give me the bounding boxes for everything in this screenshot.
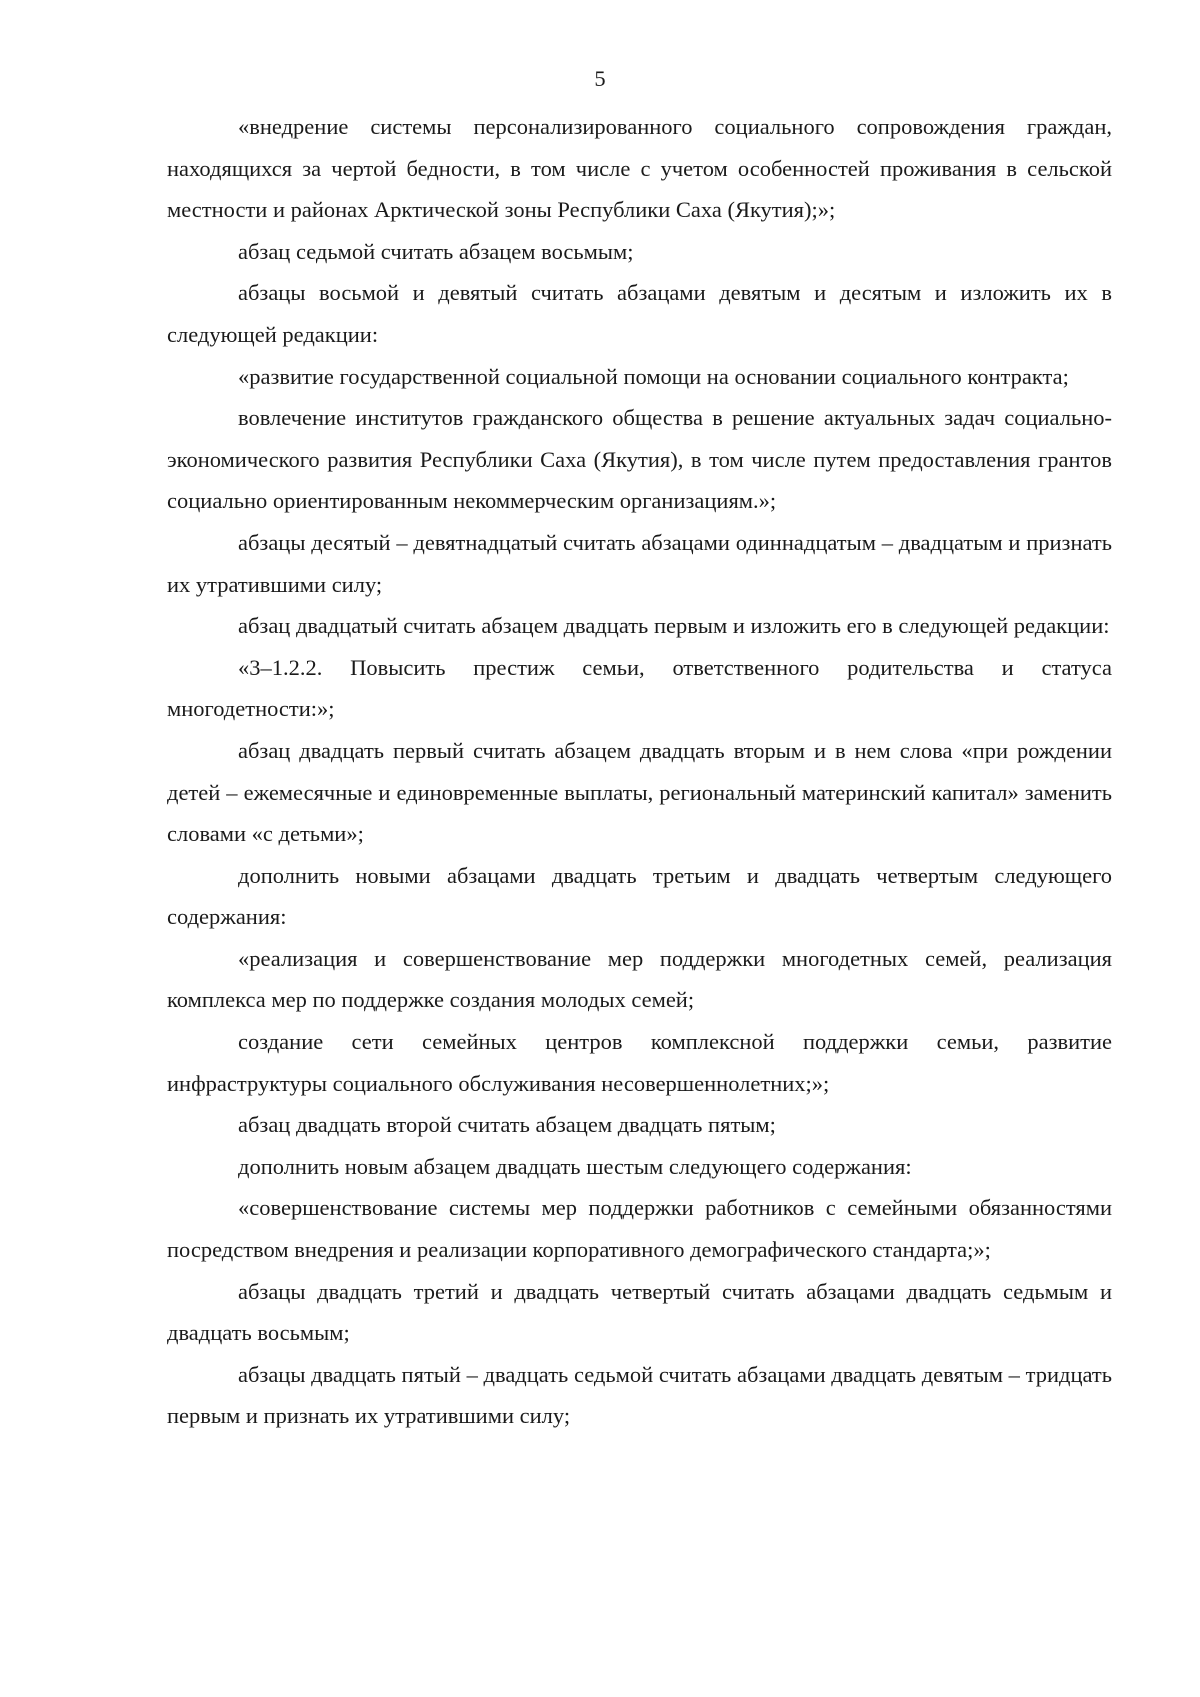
- paragraph: «внедрение системы персонализированного социального сопровождения граждан, находящихся за чертой бедности, в том числе с учетом особенностей проживания в сельской местности и районах Арктической зоны Республики Саха (Якутия);»;: [167, 114, 1112, 223]
- paragraph: абзац седьмой считать абзацем восьмым;: [238, 238, 634, 264]
- paragraph: «реализация и совершенствование мер поддержки многодетных семей, реализация комплекса мер по поддержке создания молодых семей;: [167, 945, 1112, 1013]
- document-body: [167, 106, 1112, 1437]
- paragraph: абзац двадцать второй считать абзацем двадцать пятым;: [238, 1112, 776, 1138]
- paragraph: абзацы двадцать третий и двадцать четвертый считать абзацами двадцать седьмым и двадцать восьмым;: [167, 1278, 1112, 1346]
- paragraph: «развитие государственной социальной помощи на основании социального контракта;: [238, 363, 1069, 389]
- paragraph: дополнить новыми абзацами двадцать третьим и двадцать четвертым следующего содержания:: [167, 862, 1112, 930]
- paragraph: абзацы десятый – девятнадцатый считать абзацами одиннадцатым – двадцатым и признать их утратившими силу;: [167, 529, 1112, 597]
- paragraph: «совершенствование системы мер поддержки работников с семейными обязанностями посредством внедрения и реализации корпоративного демографического стандарта;»;: [167, 1195, 1112, 1263]
- paragraph: абзацы двадцать пятый – двадцать седьмой считать абзацами двадцать девятым – тридцать первым и признать их утратившими силу;: [167, 1361, 1112, 1429]
- paragraph: «3–1.2.2. Повысить престиж семьи, ответственного родительства и статуса многодетности:»;: [167, 654, 1112, 722]
- paragraph: абзац двадцать первый считать абзацем двадцать вторым и в нем слова «при рождении детей – ежемесячные и единовременные выплаты, региональный материнский капитал» заменить словами «с детьми»;: [167, 737, 1112, 847]
- paragraph: абзацы восьмой и девятый считать абзацами девятым и десятым и изложить их в следующей редакции:: [167, 280, 1112, 347]
- paragraph: дополнить новым абзацем двадцать шестым следующего содержания:: [238, 1153, 912, 1179]
- page-number: 5: [594, 66, 606, 91]
- paragraph: абзац двадцатый считать абзацем двадцать первым и изложить его в следующей редакции:: [238, 613, 1110, 639]
- paragraph: вовлечение институтов гражданского общества в решение актуальных задач социально-экономического развития Республики Саха (Якутия), в том числе путем предоставления грантов социально ориентированным некоммерческим организациям.»;: [167, 405, 1112, 514]
- paragraph: создание сети семейных центров комплексной поддержки семьи, развитие инфраструктуры социального обслуживания несовершеннолетних;»;: [167, 1029, 1112, 1096]
